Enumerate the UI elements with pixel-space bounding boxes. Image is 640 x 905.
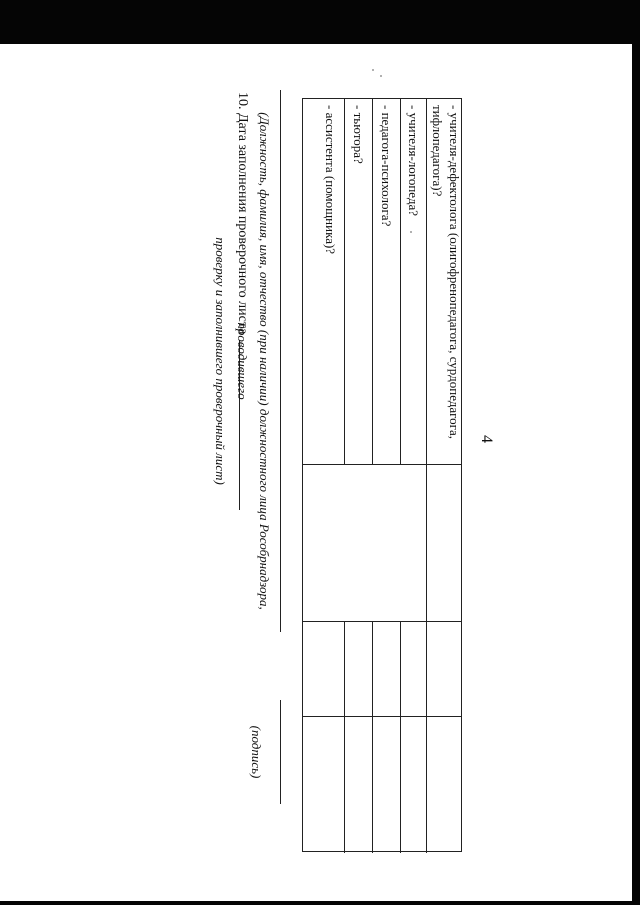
official-name-line	[280, 90, 281, 632]
fill-date-label: 10. Дата заполнения проверочного листа	[235, 92, 250, 335]
signature-caption: (подпись)	[249, 725, 264, 779]
official-caption-line: проверку и заполнившего проверочный лист)	[213, 237, 228, 485]
table-row-divider	[400, 99, 401, 464]
table-row-label: тифлопедагога)?	[430, 105, 445, 197]
table-row-divider	[372, 621, 373, 853]
page-number: 4	[478, 435, 495, 443]
table-row-divider	[344, 621, 345, 853]
table-column-divider	[302, 621, 462, 622]
table-row-divider	[400, 621, 401, 853]
signature-line	[280, 700, 281, 804]
table-row-divider	[344, 99, 345, 464]
table-column-divider	[302, 464, 462, 465]
table-row-label: - учителя-дефектолога (олигофренопедагога, сурдопедагога,	[447, 105, 462, 440]
table-row-label: - тьютора?	[351, 105, 366, 164]
table-column-divider	[302, 716, 462, 717]
table-row-divider	[372, 99, 373, 464]
table-row-label: - учителя-логопеда?	[406, 105, 421, 217]
official-caption-line: (Должность, фамилия, имя, отчество (при наличии) должностного лица Рособрнадзора, проводившего	[235, 112, 272, 610]
table-row-label: - педагога-психолога?	[379, 105, 394, 227]
checklist-table	[302, 98, 462, 852]
official-caption	[209, 90, 275, 632]
table-row-divider	[426, 99, 427, 853]
table-row-label: - ассистента (помощника)?	[323, 105, 338, 255]
